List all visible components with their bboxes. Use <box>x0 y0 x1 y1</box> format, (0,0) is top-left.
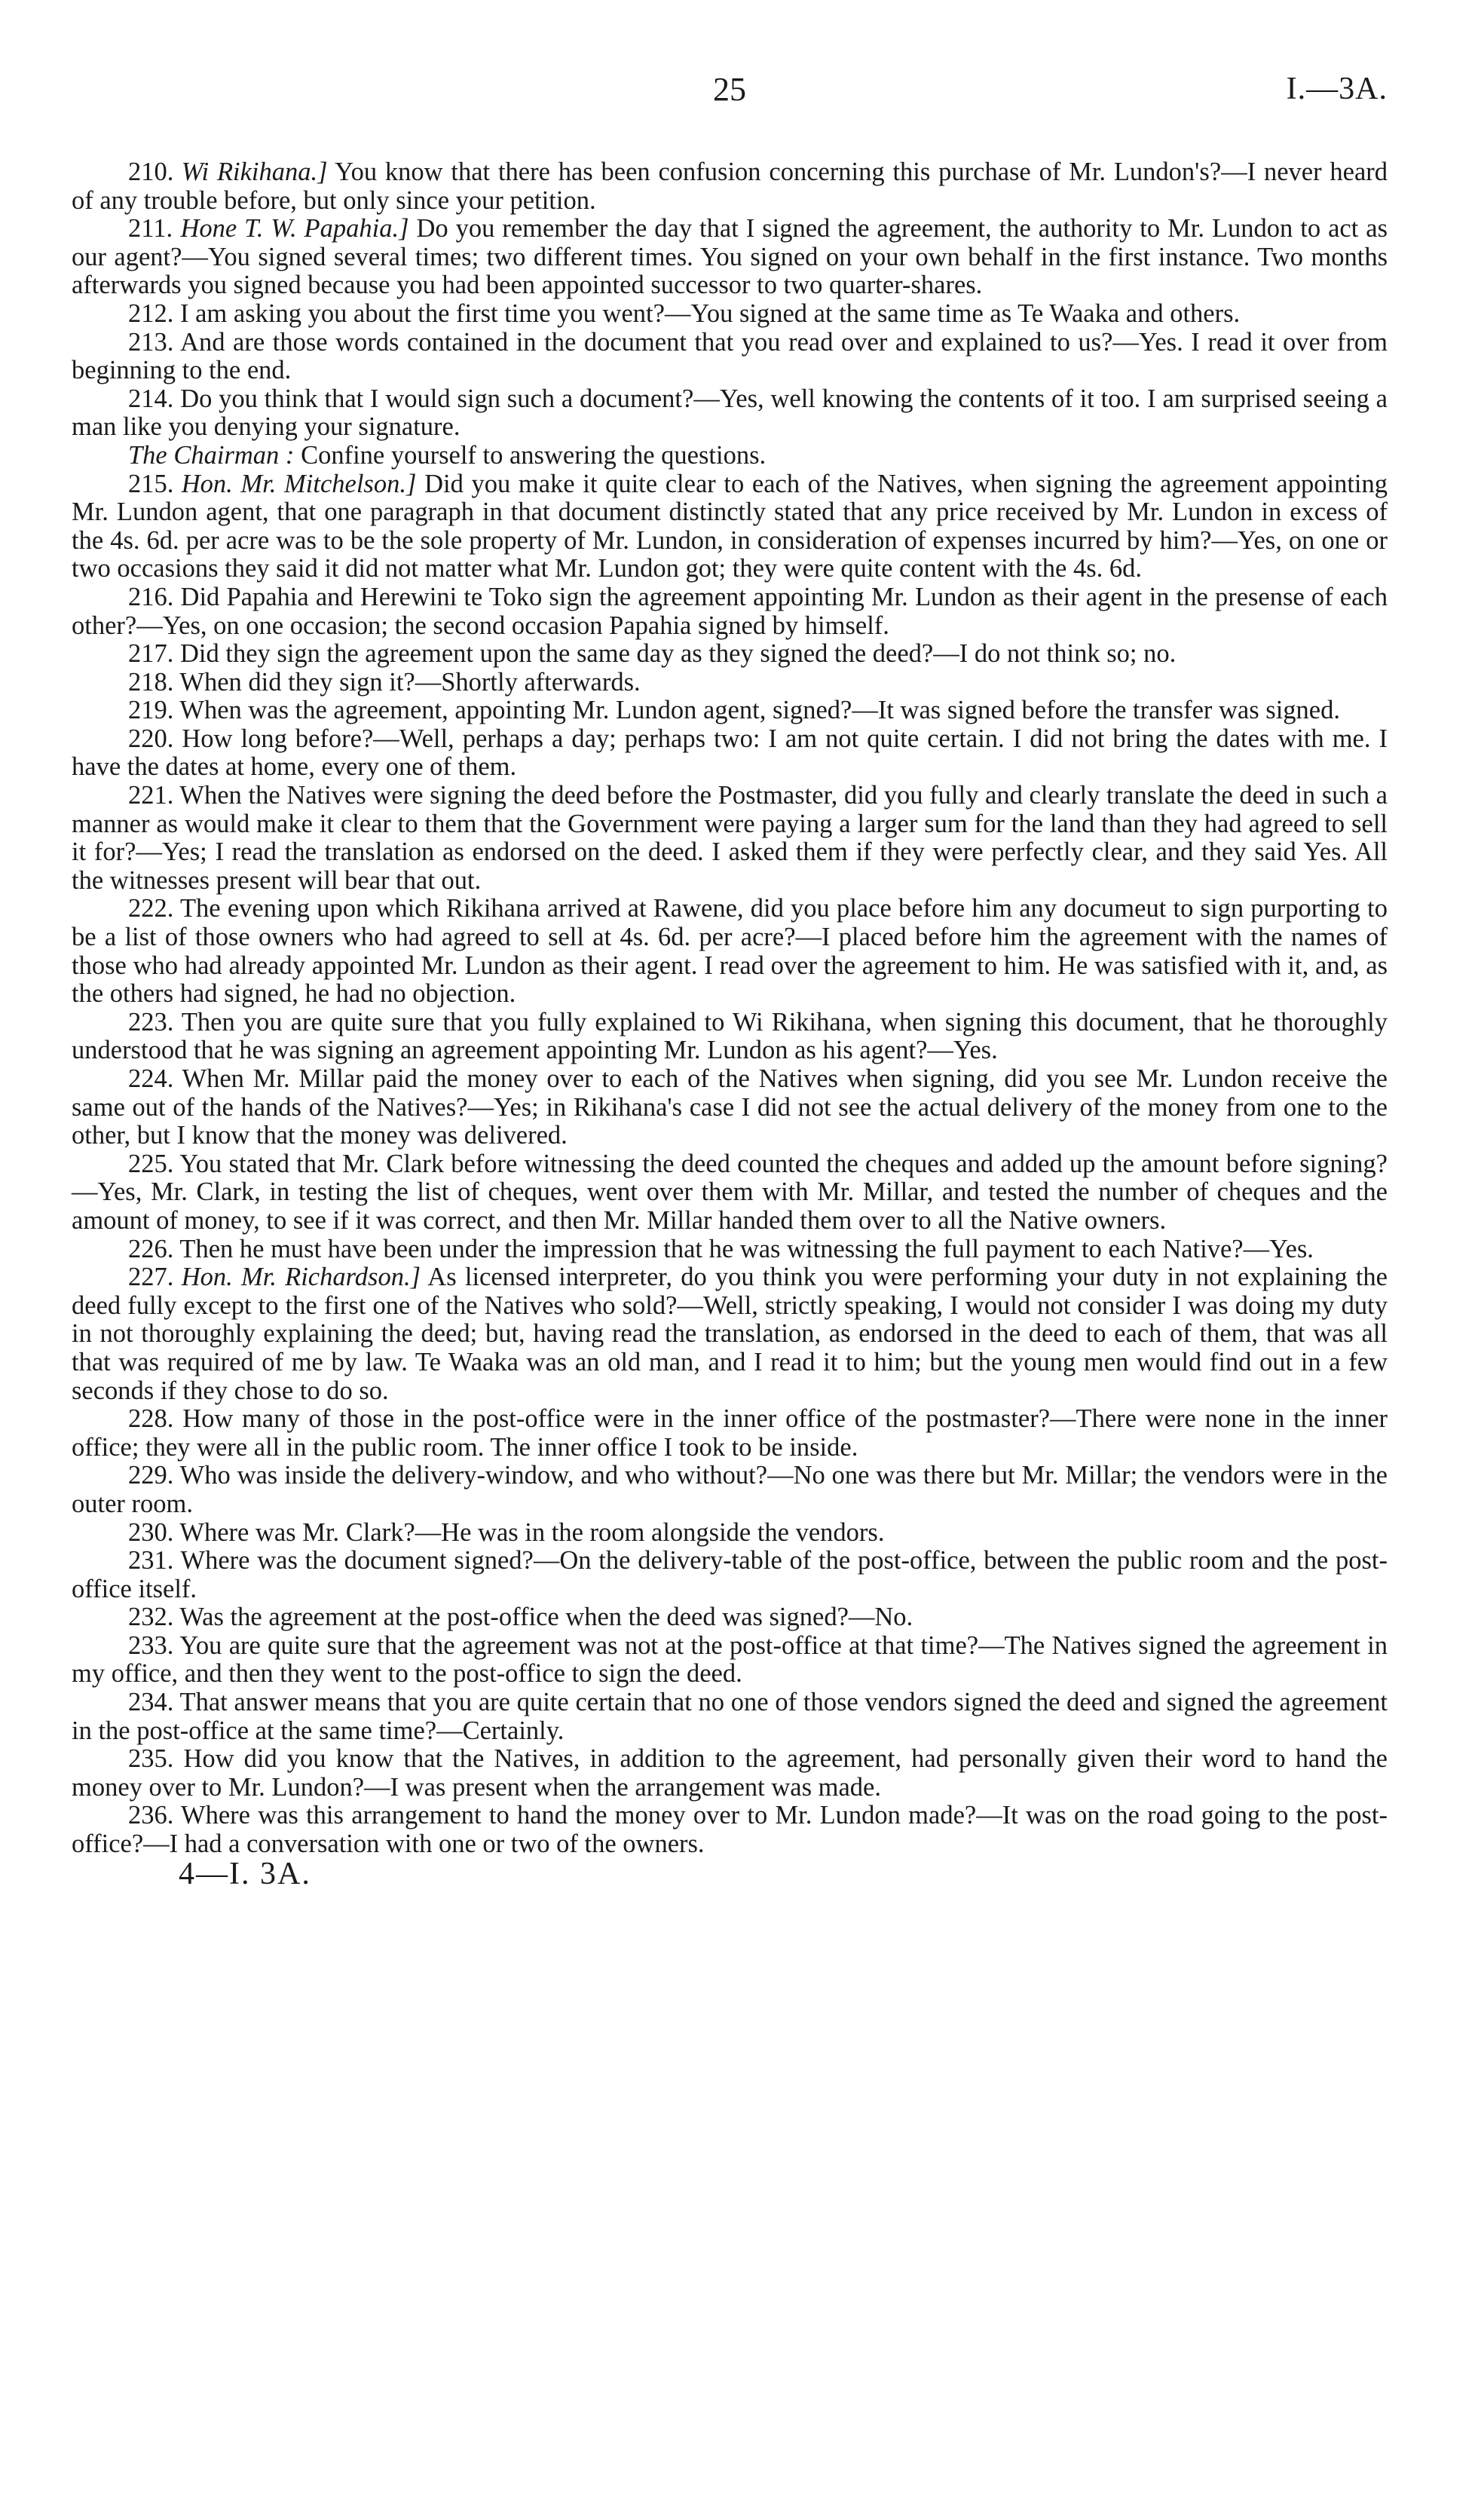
testimony-paragraph <box>72 1519 1388 1548</box>
testimony-paragraph <box>72 1263 1388 1405</box>
question-number: 217. <box>128 639 174 669</box>
testimony-paragraph <box>72 782 1388 895</box>
paragraph-text: Then you are quite sure that you fully explained to Wi Rikihana, when signing this document, that he thoroughly understood that he was signing an agreement appointing Mr. Lundon as his agent?—Yes. <box>72 1007 1388 1065</box>
paragraph-text: When was the agreement, appointing Mr. Lundon agent, signed?—It was signed before the transfer was signed. <box>173 696 1340 725</box>
paragraph-text: I am asking you about the first time you went?—You signed at the same time as Te Waaka and others. <box>173 299 1241 328</box>
question-number: 214. <box>128 384 174 413</box>
testimony-paragraph <box>72 1065 1388 1150</box>
question-number: 212. <box>128 299 174 328</box>
testimony-paragraph <box>72 1632 1388 1689</box>
document-reference: I.—3A. <box>1286 72 1388 106</box>
testimony-paragraph <box>72 1745 1388 1802</box>
question-number: 211. <box>128 214 173 243</box>
testimony-paragraph <box>72 1462 1388 1518</box>
question-number: 215. <box>128 469 174 498</box>
question-number: 226. <box>128 1234 174 1263</box>
printer-signature: 4—I. 3A. <box>179 1856 311 1891</box>
question-number: 223. <box>128 1007 174 1036</box>
paragraph-text: Who was inside the delivery-window, and who without?—No one was there but Mr. Millar; the vendors were in the outer room. <box>72 1461 1388 1518</box>
testimony-paragraph <box>72 470 1388 583</box>
testimony-paragraph <box>72 385 1388 442</box>
question-number: 225. <box>128 1149 174 1178</box>
testimony-paragraph <box>72 1689 1388 1745</box>
paragraph-text: When did they sign it?—Shortly afterwards. <box>173 667 641 697</box>
question-number: 231. <box>128 1546 174 1575</box>
question-number: 228. <box>128 1404 174 1434</box>
paragraph-text: Do you remember the day that I signed the agreement, the authority to Mr. Lundon to act as our agent?—You signed several times; two different times. You signed on your own behalf in the first instance. Two months afterwards you signed because you had been appointed successor to two quarter-shares. <box>72 214 1388 300</box>
question-number: 219. <box>128 696 174 725</box>
question-number: 210. <box>128 158 174 186</box>
paragraph-text: You stated that Mr. Clark before witnessing the deed counted the cheques and added up the amount before signing?—Yes, Mr. Clark, in testing the list of cheques, went over them with Mr. Millar, and tested the number of cheques and the amount of money, to see if it was correct, and then Mr. Millar handed them over to all the Native owners. <box>72 1149 1388 1235</box>
paragraph-text: Did you make it quite clear to each of the Natives, when signing the agreement appointing Mr. Lundon agent, that one paragraph in that document distinctly stated that any price received by Mr. Lundon in excess of the 4s. 6d. per acre was to be the sole property of Mr. Lundon, in consideration of expenses incurred by him?—Yes, on one or two occasions they said it did not matter what Mr. Lundon got; they were quite content with the 4s. 6d. <box>72 469 1388 583</box>
page-header <box>72 71 1388 128</box>
paragraph-text: The evening upon which Rikihana arrived at Rawene, did you place before him any documeut to sign purporting to be a list of those owners who had agreed to sell at 4s. 6d. per acre?—I placed before him the agreement with the names of those who had already appointed Mr. Lundon as their agent. I read over the agreement to him. He was satisfied with it, and, as the others had signed, he had no objection. <box>72 894 1388 1009</box>
question-number: 227. <box>128 1263 174 1292</box>
speaker-name: Hon. Mr. Mitchelson.] <box>181 469 417 498</box>
document-body <box>72 158 1388 1859</box>
page-number: 25 <box>713 71 746 108</box>
testimony-paragraph <box>72 640 1388 669</box>
speaker-name: Hon. Mr. Richardson.] <box>181 1263 421 1292</box>
speaker-name: Hone T. W. Papahia.] <box>180 214 409 243</box>
paragraph-text: Confine yourself to answering the questions. <box>294 440 767 470</box>
question-number: 233. <box>128 1630 174 1660</box>
paragraph-text: Do you think that I would sign such a document?—Yes, well knowing the contents of it too. I am surprised seeing a man like you denying your signature. <box>72 384 1388 442</box>
testimony-paragraph <box>72 895 1388 1008</box>
testimony-paragraph <box>72 300 1388 329</box>
paragraph-text: Was the agreement at the post-office when the deed was signed?—No. <box>173 1603 913 1632</box>
paragraph-text: That answer means that you are quite certain that no one of those vendors signed the deed and signed the agreement in the post-office at the same time?—Certainly. <box>72 1688 1388 1745</box>
question-number: 230. <box>128 1517 174 1547</box>
question-number: 229. <box>128 1461 174 1490</box>
question-number: 234. <box>128 1688 174 1717</box>
paragraph-text: Where was Mr. Clark?—He was in the room alongside the vendors. <box>173 1517 885 1547</box>
testimony-paragraph <box>72 1802 1388 1858</box>
testimony-paragraph <box>72 158 1388 215</box>
testimony-paragraph <box>72 442 1388 470</box>
question-number: 235. <box>128 1744 174 1774</box>
paragraph-text: Then he must have been under the impression that he was witnessing the full payment to each Native?—Yes. <box>173 1234 1314 1263</box>
question-number: 232. <box>128 1603 174 1632</box>
testimony-paragraph <box>72 1547 1388 1603</box>
question-number: 218. <box>128 667 174 697</box>
question-number: 236. <box>128 1801 174 1830</box>
speaker-name: Wi Rikihana.] <box>181 158 328 186</box>
question-number: 222. <box>128 894 174 923</box>
testimony-paragraph <box>72 583 1388 640</box>
testimony-paragraph <box>72 725 1388 782</box>
paragraph-text: You know that there has been confusion concerning this purchase of Mr. Lundon's?—I never heard of any trouble before, but only since your petition. <box>72 158 1388 215</box>
testimony-paragraph <box>72 329 1388 385</box>
paragraph-text: When Mr. Millar paid the money over to each of the Natives when signing, did you see Mr. Lundon receive the same out of the hands of the Natives?—Yes; in Rikihana's case I did not see the actual delivery of the money from one to the other, but I know that the money was delivered. <box>72 1064 1388 1150</box>
paragraph-text: When the Natives were signing the deed before the Postmaster, did you fully and clearly translate the deed in such a manner as would make it clear to them that the Government were paying a larger sum for the land than they had agreed to sell it for?—Yes; I read the translation as endorsed on the deed. I asked them if they were perfectly clear, and they said Yes. All the witnesses present will bear that out. <box>72 781 1388 895</box>
question-number: 224. <box>128 1064 174 1093</box>
paragraph-text: Did they sign the agreement upon the same day as they signed the deed?—I do not think so; no. <box>173 639 1177 669</box>
testimony-paragraph <box>72 1405 1388 1462</box>
paragraph-text: You are quite sure that the agreement was not at the post-office at that time?—The Natives signed the agreement in my office, and then they went to the post-office to sign the deed. <box>72 1630 1388 1689</box>
testimony-paragraph <box>72 1009 1388 1065</box>
testimony-paragraph <box>72 1150 1388 1236</box>
paragraph-text: And are those words contained in the document that you read over and explained to us?—Yes. I read it over from beginning to the end. <box>72 327 1388 385</box>
paragraph-text: Did Papahia and Herewini te Toko sign the agreement appointing Mr. Lundon as their agent in the presense of each other?—Yes, on one occasion; the second occasion Papahia signed by himself. <box>72 582 1388 640</box>
question-number: 213. <box>128 327 174 357</box>
question-number: 221. <box>128 781 174 810</box>
question-number: 220. <box>128 724 174 753</box>
paragraph-text: Where was this arrangement to hand the money over to Mr. Lundon made?—It was on the road going to the post-office?—I had a conversation with one or two of the owners. <box>72 1801 1388 1859</box>
paragraph-text: How did you know that the Natives, in addition to the agreement, had personally given their word to hand the money over to Mr. Lundon?—I was present when the arrangement was made. <box>72 1744 1388 1802</box>
paragraph-text: How long before?—Well, perhaps a day; perhaps two: I am not quite certain. I did not bring the dates with me. I have the dates at home, every one of them. <box>72 724 1388 782</box>
speaker-name: The Chairman : <box>128 440 295 470</box>
paragraph-text: As licensed interpreter, do you think you were performing your duty in not explaining the deed fully except to the first one of the Natives who sold?—Well, strictly speaking, I would not consider I was doing my duty in not thoroughly explaining the deed; but, having read the translation, as endorsed in the deed to each of them, that was all that was required of me by law. Te Waaka was an old man, and I read it to him; but the young men would find out in a few seconds if they chose to do so. <box>72 1263 1388 1405</box>
testimony-paragraph <box>72 215 1388 300</box>
testimony-paragraph <box>72 1603 1388 1632</box>
paragraph-text: Where was the document signed?—On the delivery-table of the post-office, between the public room and the post-office itself. <box>72 1546 1388 1603</box>
paragraph-text: How many of those in the post-office were in the inner office of the postmaster?—There were none in the inner office; they were all in the public room. The inner office I took to be inside. <box>72 1404 1388 1462</box>
question-number: 216. <box>128 582 174 611</box>
testimony-paragraph <box>72 1236 1388 1264</box>
testimony-paragraph <box>72 669 1388 697</box>
testimony-paragraph <box>72 697 1388 725</box>
